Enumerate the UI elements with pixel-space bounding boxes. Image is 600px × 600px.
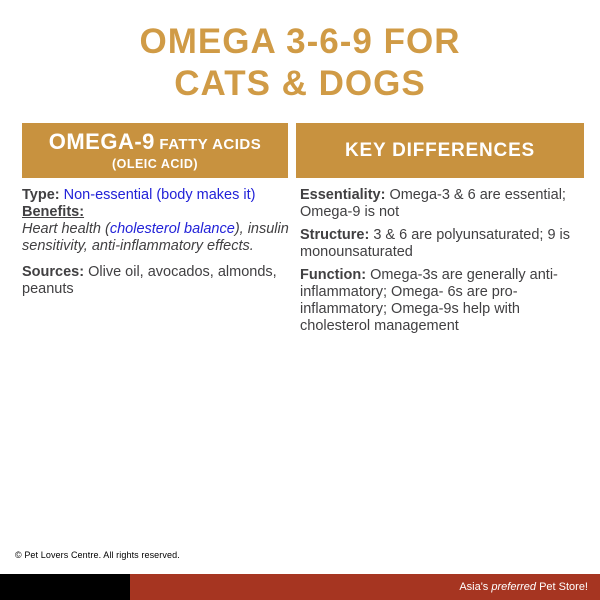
copyright-notice: © Pet Lovers Centre. All rights reserved.	[15, 550, 180, 560]
sources-label: Sources:	[22, 264, 85, 280]
function-line	[300, 267, 592, 335]
essentiality-text: Omega-3 & 6 are essential; Omega-9 is not	[300, 187, 566, 220]
function-text: Omega-3s are generally anti-inflammatory; Omega- 6s are pro-inflammatory; Omega-9s help with cholesterol management	[300, 267, 558, 334]
omega9-header-bar	[22, 123, 288, 178]
tagline-pre: Asia's	[459, 581, 489, 593]
sources-value: Olive oil, avocados, almonds, peanuts	[22, 264, 277, 297]
sources-line	[22, 264, 290, 298]
omega9-header-title: OMEGA-9	[48, 128, 155, 154]
tagline-post: Pet Store!	[539, 581, 588, 593]
essentiality-label: Essentiality:	[300, 187, 386, 203]
key-differences-column	[300, 187, 592, 335]
structure-line	[300, 227, 570, 261]
omega9-header-suffix: FATTY ACIDS	[159, 135, 262, 153]
benefits-text-end: ), insulin sensitivity, anti-inflammatory effects.	[22, 221, 289, 254]
type-label: Type:	[22, 187, 60, 203]
essentiality-line	[300, 187, 592, 221]
benefits-text-start: Heart health (	[22, 221, 110, 237]
benefits-text	[22, 221, 290, 255]
omega9-header-subtitle: (OLEIC ACID)	[111, 156, 199, 171]
structure-label: Structure:	[300, 227, 370, 243]
page-title-line1: OMEGA 3-6-9 FOR	[139, 22, 461, 61]
tagline-emphasis: preferred	[491, 581, 537, 593]
key-differences-header-title: KEY DIFFERENCES	[344, 139, 536, 161]
key-differences-header-bar	[296, 123, 584, 178]
cholesterol-balance-link[interactable]: cholesterol balance	[109, 221, 235, 237]
brand-banner	[0, 574, 600, 600]
function-label: Function:	[300, 267, 367, 283]
omega9-details-column	[22, 187, 290, 298]
structure-text: 3 & 6 are polyunsaturated; 9 is monounsaturated	[300, 227, 571, 260]
page-title-line2: CATS & DOGS	[174, 64, 426, 103]
benefits-label: Benefits:	[22, 204, 85, 220]
omega9-header-line	[49, 130, 262, 157]
type-value-link[interactable]: Non-essential (body makes it)	[63, 187, 256, 203]
type-line	[22, 187, 290, 204]
brand-tagline	[459, 574, 588, 600]
page-title	[0, 21, 600, 105]
brand-logo-block	[0, 574, 130, 600]
